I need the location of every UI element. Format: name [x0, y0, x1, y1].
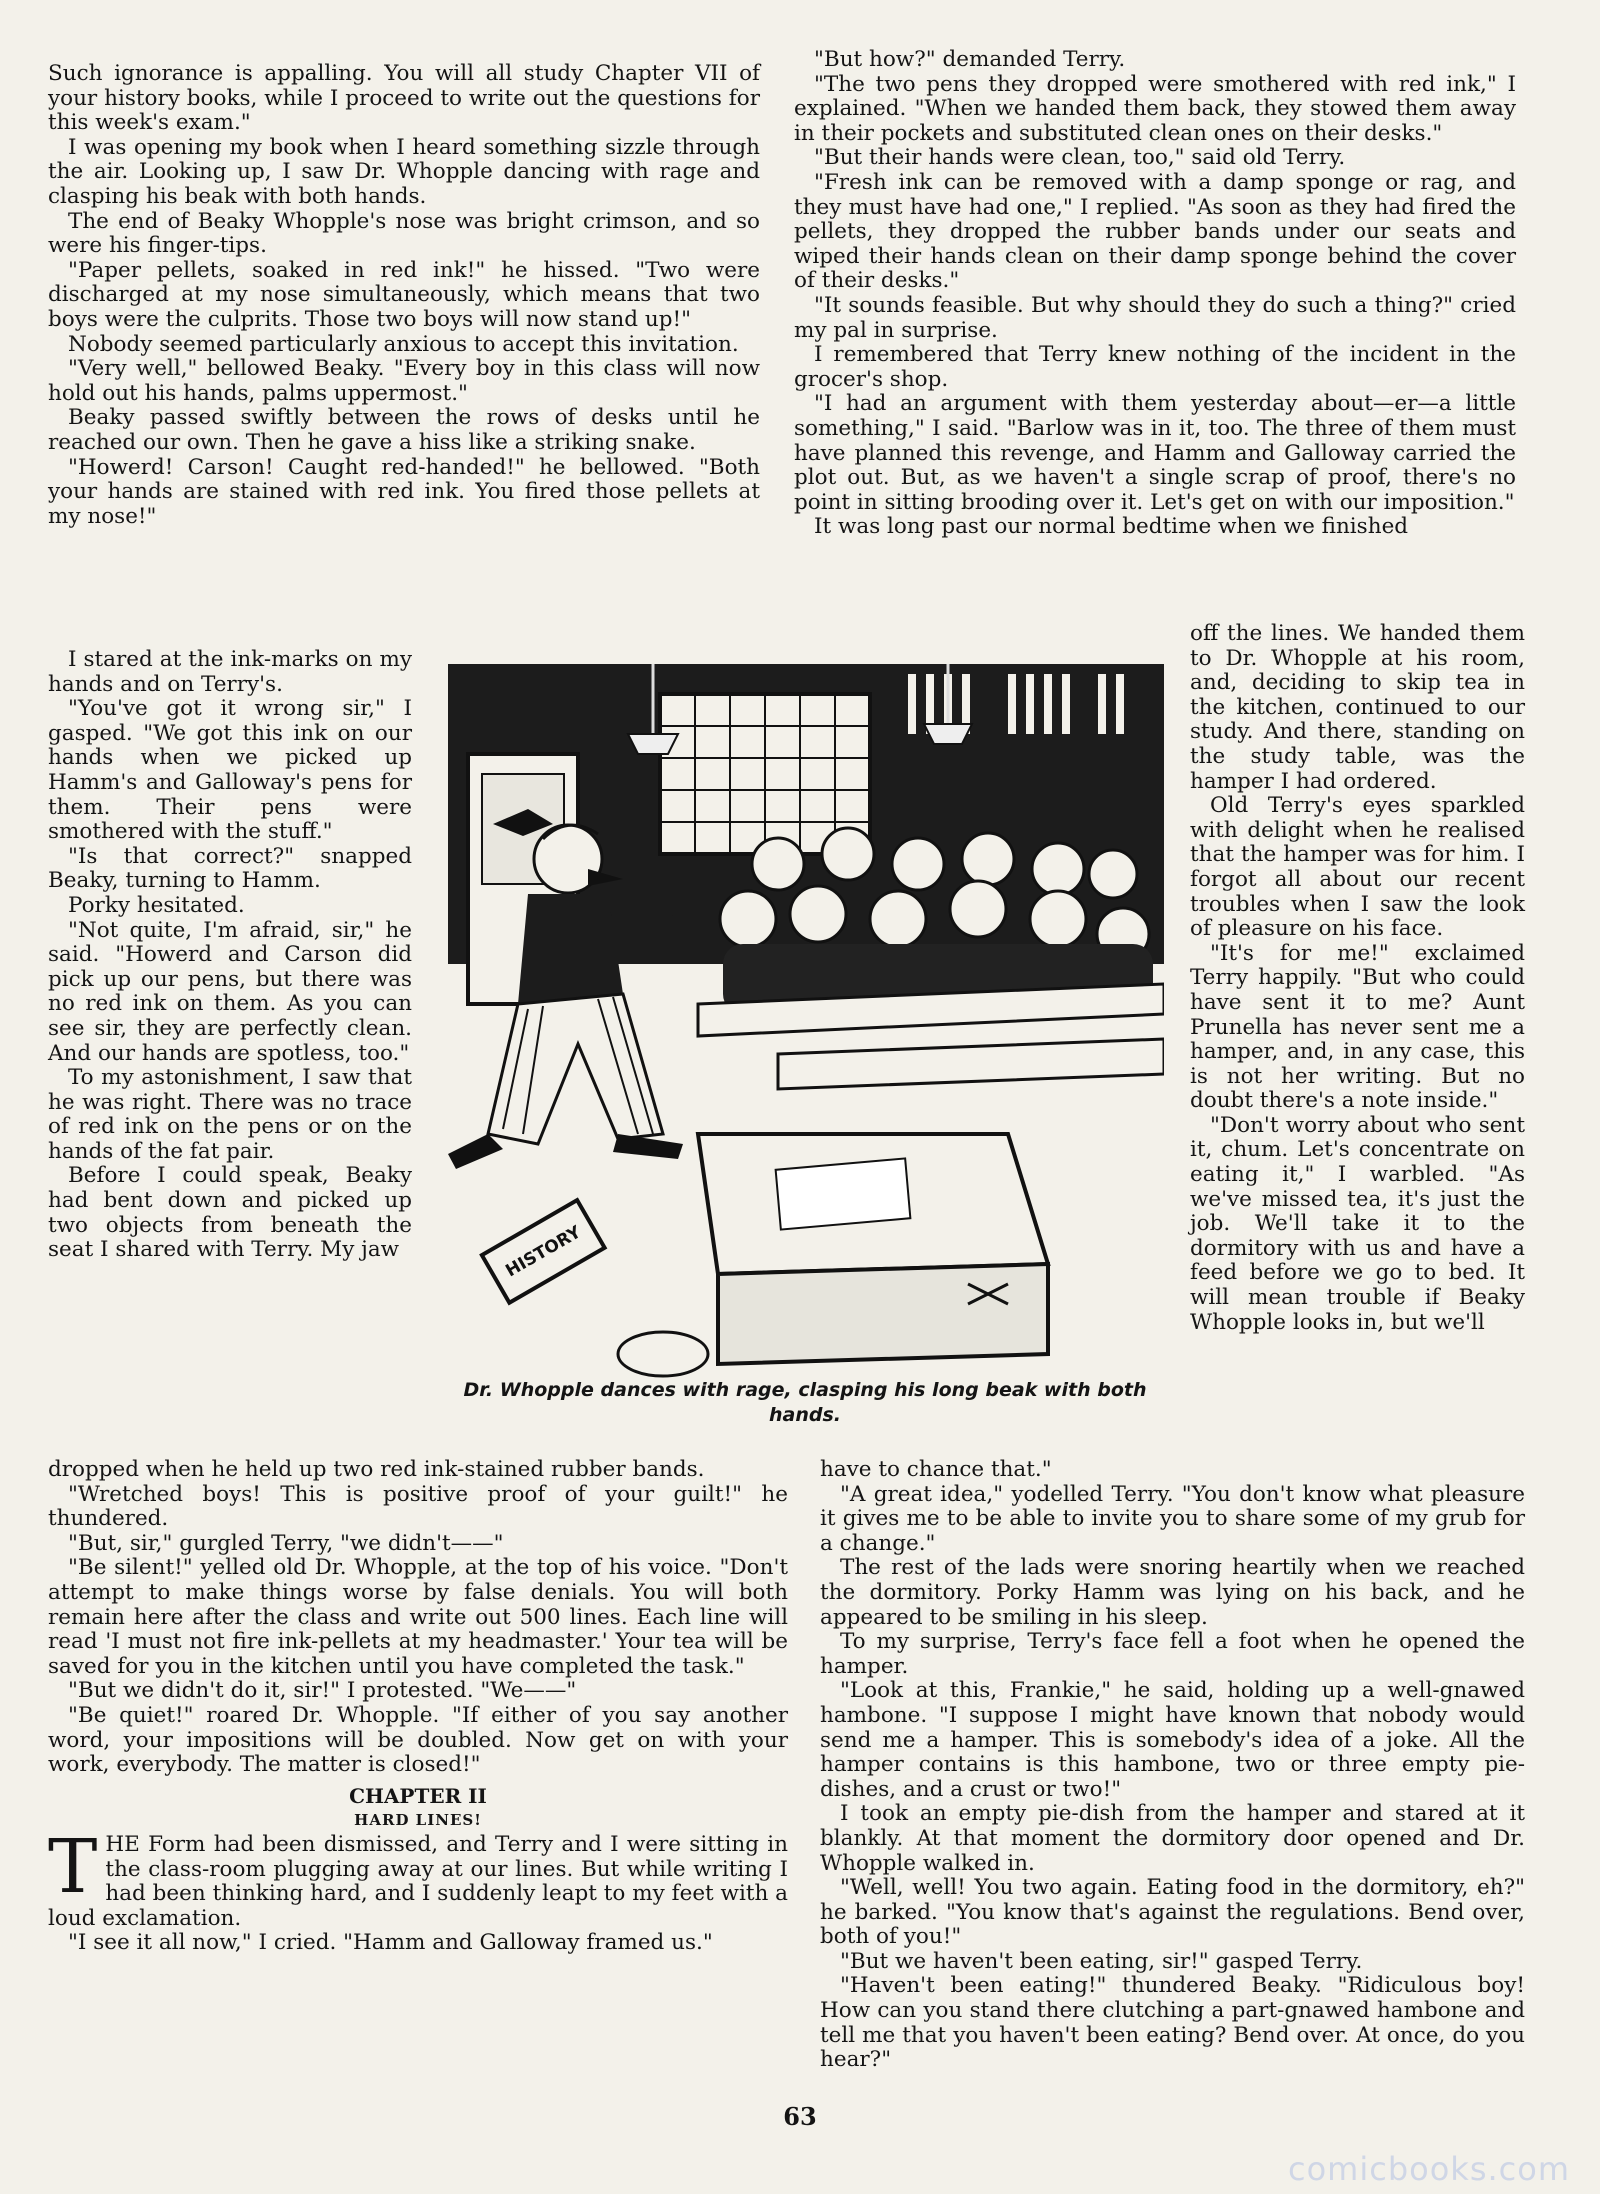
- paragraph: I stared at the ink-marks on my hands and on Terry's.: [48, 647, 412, 697]
- paragraph: "But we haven't been eating, sir!" gasped Terry.: [840, 1948, 1363, 1974]
- paragraph: "A great idea," yodelled Terry. "You don't know what pleasure it gives me to be able to invite you to share some of my grub for a change.": [820, 1481, 1525, 1556]
- paragraph: "Don't worry about who sent it, chum. Let's concentrate on eating it," I warbled. "As we've missed tea, it's just the job. We'll take it to the dormitory with us and have a feed before we go to bed. It will mean trouble if Beaky Whopple looks in, but we'll: [1190, 1112, 1525, 1335]
- paragraph: Nobody seemed particularly anxious to accept this invitation.: [68, 331, 739, 357]
- paragraph: "Paper pellets, soaked in red ink!" he hissed. "Two were discharged at my nose simultaneously, which means that two boys were the culprits. Those two boys will now stand up!": [48, 257, 760, 332]
- paragraph: Before I could speak, Beaky had bent down and picked up two objects from beneath the seat I shared with Terry. My jaw: [48, 1163, 412, 1263]
- drop-cap: T: [48, 1823, 98, 1910]
- paragraph: "Be quiet!" roared Dr. Whopple. "If either of you say another word, your impositions will be doubled. Now get on with your work, everybody. The matter is closed!": [48, 1702, 788, 1778]
- dropcap-paragraph-text: HE Form had been dismissed, and Terry and I were sitting in the class-room plugging away at our lines. But while writing I had been thinking hard, and I suddenly leapt to my feet with a loud exclamation.: [48, 1831, 788, 1931]
- ink-well: [618, 1332, 708, 1376]
- page-number: 63: [783, 2102, 817, 2131]
- paragraph: "Well, well! You two again. Eating food in the dormitory, eh?" he barked. "You know that's against the regulations. Bend over, both of you!": [820, 1875, 1525, 1950]
- paragraph: "But, sir," gurgled Terry, "we didn't——": [68, 1530, 504, 1556]
- paragraph: "But how?" demanded Terry.: [814, 47, 1126, 72]
- paragraph: To my surprise, Terry's face fell a foot when he opened the hamper.: [820, 1629, 1525, 1679]
- paragraph: off the lines. We handed them to Dr. Whopple at his room, and, deciding to skip tea in the kitchen, continued to our study. And there, standing on the study table, was the hamper I had ordered.: [1190, 621, 1525, 794]
- paragraph: "It's for me!" exclaimed Terry happily. "But who could have sent it to me? Aunt Prunella has never sent me a hamper, and, in any case, this is not her writing. But no doubt there's a note inside.": [1190, 940, 1525, 1114]
- paragraph: "I had an argument with them yesterday about—er—a little something," I said. "Barlow was in it, too. The three of them must have planned this revenge, and Hamm and Galloway carried the plot out. But, as we haven't a single scrap of proof, there's no point in sitting brooding over it. Let's get on with our imposition.": [794, 391, 1516, 515]
- right-column-bottom: [820, 1458, 1525, 2073]
- paragraph: "You've got it wrong sir," I gasped. "We got this ink on our hands when we picked up Hamm's and Galloway's pens for them. Their pens were smothered with the stuff.": [48, 696, 412, 845]
- paragraph: "It sounds feasible. But why should they do such a thing?" cried my pal in surprise.: [794, 292, 1516, 343]
- paragraph: "But their hands were clean, too," said old Terry.: [814, 145, 1346, 171]
- paragraph: The end of Beaky Whopple's nose was bright crimson, and so were his finger-tips.: [48, 208, 760, 259]
- paragraph: "Very well," bellowed Beaky. "Every boy in this class will now hold out his hands, palms uppermost.": [48, 356, 760, 406]
- paragraph: "Look at this, Frankie," he said, holding up a well-gnawed hambone. "I suppose I might have known that nobody would send me a hamper. This is somebody's idea of a joke. All the hamper contains is this hambone, two or three empty pie-dishes, and a crust or two!": [820, 1678, 1525, 1802]
- paragraph: "Howerd! Carson! Caught red-handed!" he bellowed. "Both your hands are stained with red ink. You fired those pellets at my nose!": [48, 454, 760, 529]
- paragraph: Beaky passed swiftly between the rows of desks until he reached our own. Then he gave a hiss like a striking snake.: [48, 405, 760, 455]
- right-column-top: [794, 48, 1516, 540]
- paragraph: "Fresh ink can be removed with a damp sponge or rag, and they must have had one," I replied. "As soon as they had fired the pellets, they dropped the rubber bands under our seats and wiped their hands clean on their damp sponge behind the cover of their desks.": [794, 169, 1516, 294]
- paragraph: It was long past our normal bedtime when we finished: [814, 514, 1409, 540]
- paragraph: "I see it all now," I cried. "Hamm and Galloway framed us.": [68, 1930, 713, 1956]
- paragraph: I remembered that Terry knew nothing of the incident in the grocer's shop.: [794, 342, 1516, 392]
- paragraph: "But we didn't do it, sir!" I protested. "We——": [68, 1678, 577, 1704]
- paragraph: The rest of the lads were snoring heartily when we reached the dormitory. Porky Hamm was lying on his back, and he appeared to be smiling in his sleep.: [820, 1555, 1525, 1630]
- paragraph: I took an empty pie-dish from the hamper and stared at it blankly. At that moment the dormitory door opened and Dr. Whopple walked in.: [820, 1801, 1525, 1876]
- chapter-subtitle: HARD LINES!: [354, 1811, 482, 1830]
- paragraph: "Be silent!" yelled old Dr. Whopple, at the top of his voice. "Don't attempt to make things worse by false denials. You will both remain here after the class and write out 500 lines. Each line will read 'I must not fire ink-pellets at my headmaster.' Your tea will be saved for you in the kitchen until you have completed the task.": [48, 1555, 788, 1679]
- paragraph: "The two pens they dropped were smothered with red ink," I explained. "When we handed them back, they stowed them away in their pockets and substituted clean ones on their desks.": [794, 71, 1516, 146]
- classroom-illustration: [448, 664, 1164, 1382]
- paragraph: dropped when he held up two red ink-stained rubber bands.: [48, 1457, 705, 1482]
- paragraph: Old Terry's eyes sparkled with delight when he realised that the hamper was for him. I forgot all about our recent troubles when I saw the look of pleasure on his face.: [1190, 793, 1525, 942]
- left-column-bottom: [48, 1458, 788, 1956]
- paragraph: I was opening my book when I heard something sizzle through the air. Looking up, I saw Dr. Whopple dancing with rage and clasping his beak with both hands.: [48, 134, 760, 209]
- chapter-title: CHAPTER II: [349, 1783, 487, 1808]
- illustration-caption: Dr. Whopple dances with rage, clasping his long beak with both hands.: [463, 1379, 1147, 1426]
- paragraph: To my astonishment, I saw that he was right. There was no trace of red ink on the pens or on the hands of the fat pair.: [48, 1065, 412, 1164]
- paragraph: "Haven't been eating!" thundered Beaky. "Ridiculous boy! How can you stand there clutching a part-gnawed hambone and tell me that you haven't been eating? Bend over. At once, do you hear?": [820, 1973, 1525, 2073]
- left-column-top: [48, 62, 760, 529]
- paragraph: have to chance that.": [820, 1457, 1052, 1482]
- paragraph: Such ignorance is appalling. You will all study Chapter VII of your history books, while I proceed to write out the questions for this week's exam.": [48, 61, 760, 136]
- front-desk: [698, 1134, 1048, 1364]
- paragraph: "Not quite, I'm afraid, sir," he said. "Howerd and Carson did pick up our pens, but there was no red ink on them. As you can see sir, they are perfectly clean. And our hands are spotless, too.": [48, 917, 412, 1066]
- watermark: comicbooks.com: [1287, 2150, 1570, 2188]
- right-column-narrow: [1190, 622, 1525, 1335]
- paragraph: Porky hesitated.: [68, 892, 245, 918]
- book-label: HISTORY: [502, 1222, 585, 1282]
- left-column-narrow: [48, 648, 412, 1263]
- dropcap-paragraph: [48, 1823, 788, 1931]
- paragraph: "Is that correct?" snapped Beaky, turning to Hamm.: [48, 843, 412, 894]
- paragraph: "Wretched boys! This is positive proof of your guilt!" he thundered.: [48, 1481, 788, 1532]
